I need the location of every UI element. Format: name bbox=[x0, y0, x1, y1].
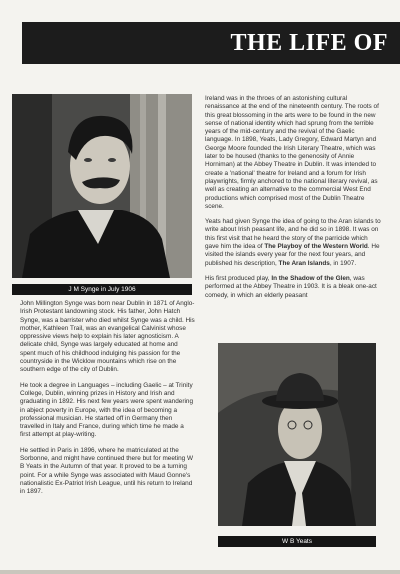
right-column-text bbox=[205, 95, 381, 307]
playboy-title: The Playboy of the Western World bbox=[264, 243, 368, 251]
paragraph-paris: He settled in Paris in 1896, where he matriculated at the Sorbonne, and might have continued there but for meeting W B Yeats in the Autumn of that year. It proved to be a turning point. For a while Synge was associated with Maud Gonne's nationalistic Ex-Patriot Irish League, until his return to Ireland in 1897. bbox=[20, 446, 194, 496]
synge-photo-caption: J M Synge in July 1906 bbox=[12, 284, 192, 295]
yeats-photo bbox=[218, 343, 376, 526]
title-banner bbox=[22, 22, 400, 64]
left-column-text bbox=[20, 300, 195, 504]
first-play-text-2: , was performed at the Abbey Theatre in 1903. It is a bleak one-act comedy, in which an elderly peasant bbox=[205, 274, 377, 299]
synge-portrait-image bbox=[12, 94, 192, 278]
aran-text-1: Yeats had given Synge the idea of going to the Aran islands to write about Irish peasant life, and he did so in 1898. It was on this first visit that he heard the story of the parricide which gave him the idea of bbox=[205, 218, 381, 251]
aran-islands-title: The Aran Islands bbox=[278, 259, 330, 267]
yeats-photo-caption: W B Yeats bbox=[218, 536, 376, 547]
aran-text-2: . He visited the islands every year for the next four years, and published his description, bbox=[205, 243, 380, 267]
synge-photo bbox=[12, 94, 192, 278]
paragraph-birth: John Millington Synge was born near Dublin in 1871 of Anglo-Irish Protestant landowning stock. His father, John Hatch Synge, was a barrister who died whilst Synge was a child. His mother, Kathleen Trail, was an evangelical Calvinist whose oppressive views help to explain his later agnosticism. A delicate child, Synge was largely educated at home and spent much of his childhood indulging his passion for the countryside in the Wicklow mountains which rise on the southern edge of the city of Dublin. bbox=[20, 300, 195, 374]
aran-text-3: , in 1907. bbox=[329, 259, 357, 267]
paragraph-aran-islands bbox=[205, 218, 381, 268]
yeats-portrait-image bbox=[218, 343, 376, 526]
first-play-text-1: His first produced play, bbox=[205, 274, 272, 282]
shadow-of-glen-title: In the Shadow of the Glen bbox=[271, 274, 350, 282]
paragraph-first-play bbox=[205, 275, 381, 300]
paragraph-renaissance: Ireland was in the throes of an astonishing cultural renaissance at the end of the nineteenth century. The roots of this great blossoming in the arts were to be found in the new sense of national identity which had sprung from the terrible years of the mid-century and the revival of the Gaelic language. In 1898, Yeats, Lady Gregory, Edward Martyn and George Moore founded the Irish Literary Theatre, which was later to be housed (thanks to the genenosity of Annie Horniman) at the Abbey Theatre in Dublin. It was intended to create a 'national' theatre for Ireland and a forum for Irish playwrights, firmly anchored to the national literary revival, as well as creating an alternative to the commercial West End productions which comprised most of the Dublin Theatre scene. bbox=[205, 95, 379, 210]
page-title: THE LIFE OF bbox=[230, 29, 388, 56]
paragraph-education: He took a degree in Languages – including Gaelic – at Trinity College, Dublin, winning prizes in History and Irish and graduating in 1892. His next few years were spent wandering in abject poverty in Europe, with the idea of becoming a professional musician. He started off in Germany then travelled in Italy and France, during which time he made a first attempt at play-writing. bbox=[20, 381, 194, 439]
